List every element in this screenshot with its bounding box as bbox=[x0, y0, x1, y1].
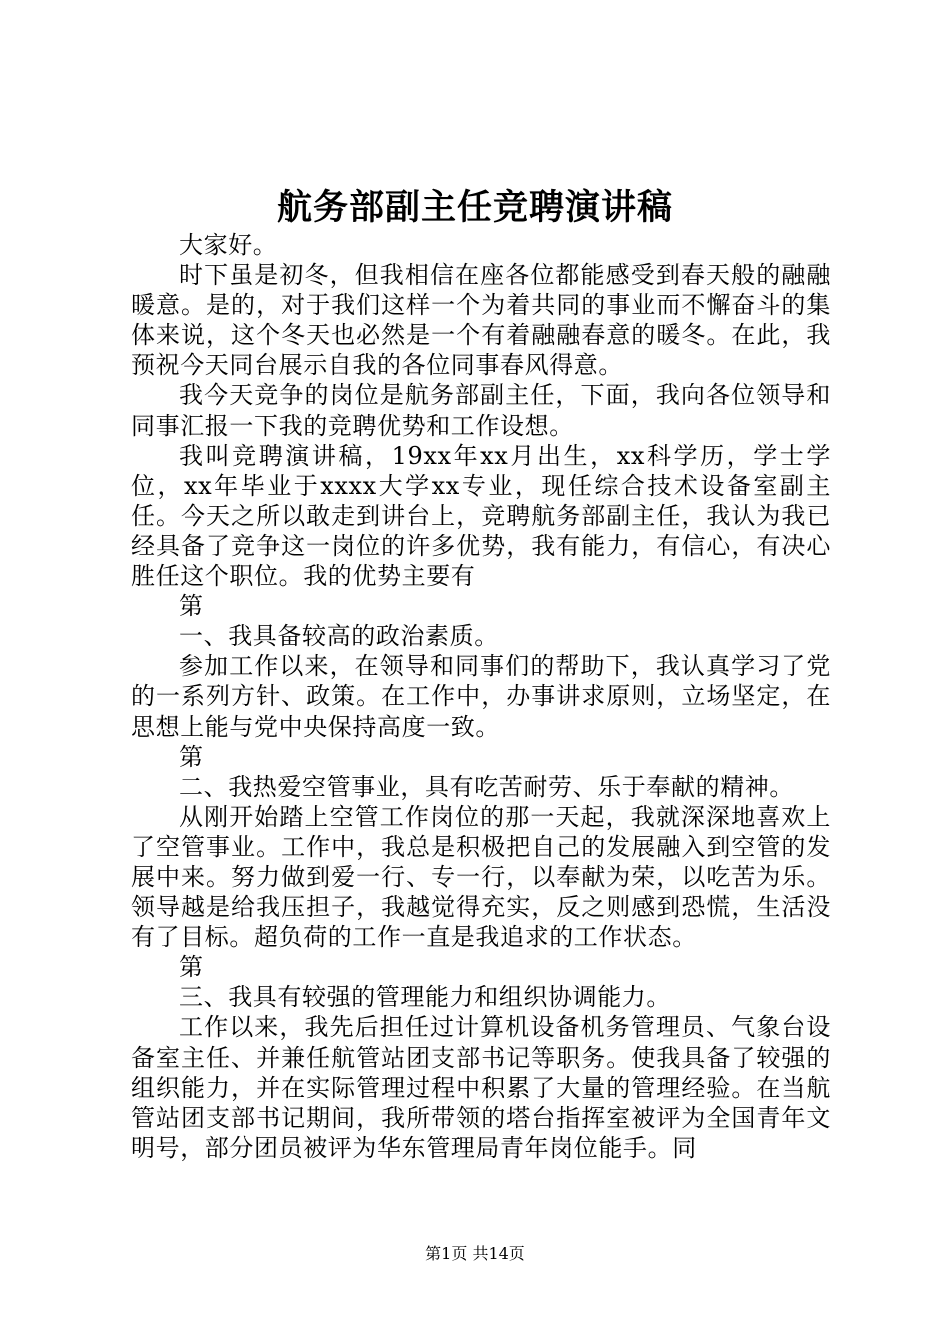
paragraph: 时下虽是初冬，但我相信在座各位都能感受到春天般的融融暖意。是的，对于我们这样一个为着共同的事业而不懈奋斗的集体来说，这个冬天也必然是一个有着融融春意的暖冬。在此，我预祝今天同台展示自我的各位同事春风得意。 bbox=[131, 261, 831, 380]
paragraph: 我叫竞聘演讲稿，19xx年xx月出生，xx科学历，学士学位，xx年毕业于xxxx大学xx专业，现任综合技术设备室副主任。今天之所以敢走到讲台上，竞聘航务部副主任，我认为我已经具备了竞争这一岗位的许多优势，我有能力，有信心，有决心胜任这个职位。我的优势主要有 bbox=[131, 441, 831, 591]
paragraph: 一、我具备较高的政治素质。 bbox=[179, 622, 499, 651]
document-body bbox=[131, 230, 831, 1163]
paragraph: 第 bbox=[179, 742, 204, 771]
paragraph: 工作以来，我先后担任过计算机设备机务管理员、气象台设备室主任、并兼任航管站团支部书记等职务。使我具备了较强的组织能力，并在实际管理过程中积累了大量的管理经验。在当航管站团支部书记期间，我所带领的塔台指挥室被评为全国青年文明号，部分团员被评为华东管理局青年岗位能手。同 bbox=[131, 1013, 831, 1162]
paragraph: 我今天竞争的岗位是航务部副主任，下面，我向各位领导和同事汇报一下我的竞聘优势和工作设想。 bbox=[131, 381, 831, 440]
paragraph: 第 bbox=[179, 953, 204, 982]
document-title: 航务部副主任竞聘演讲稿 bbox=[276, 187, 673, 228]
paragraph: 三、我具有较强的管理能力和组织协调能力。 bbox=[179, 983, 671, 1012]
paragraph: 二、我热爱空管事业，具有吃苦耐劳、乐于奉献的精神。 bbox=[179, 772, 794, 801]
paragraph: 从刚开始踏上空管工作岗位的那一天起，我就深深地喜欢上了空管事业。工作中，我总是积极把自己的发展融入到空管的发展中来。努力做到爱一行、专一行，以奉献为荣，以吃苦为乐。领导越是给我压担子，我越觉得充实，反之则感到恐慌，生活没有了目标。超负荷的工作一直是我追求的工作状态。 bbox=[131, 802, 831, 952]
paragraph: 大家好。 bbox=[179, 231, 278, 259]
paragraph: 第 bbox=[179, 592, 204, 621]
page-footer: 第1页 共14页 bbox=[425, 1244, 525, 1263]
paragraph: 参加工作以来，在领导和同事们的帮助下，我认真学习了党的一系列方针、政策。在工作中，办事讲求原则，立场坚定，在思想上能与党中央保持高度一致。 bbox=[131, 652, 831, 741]
